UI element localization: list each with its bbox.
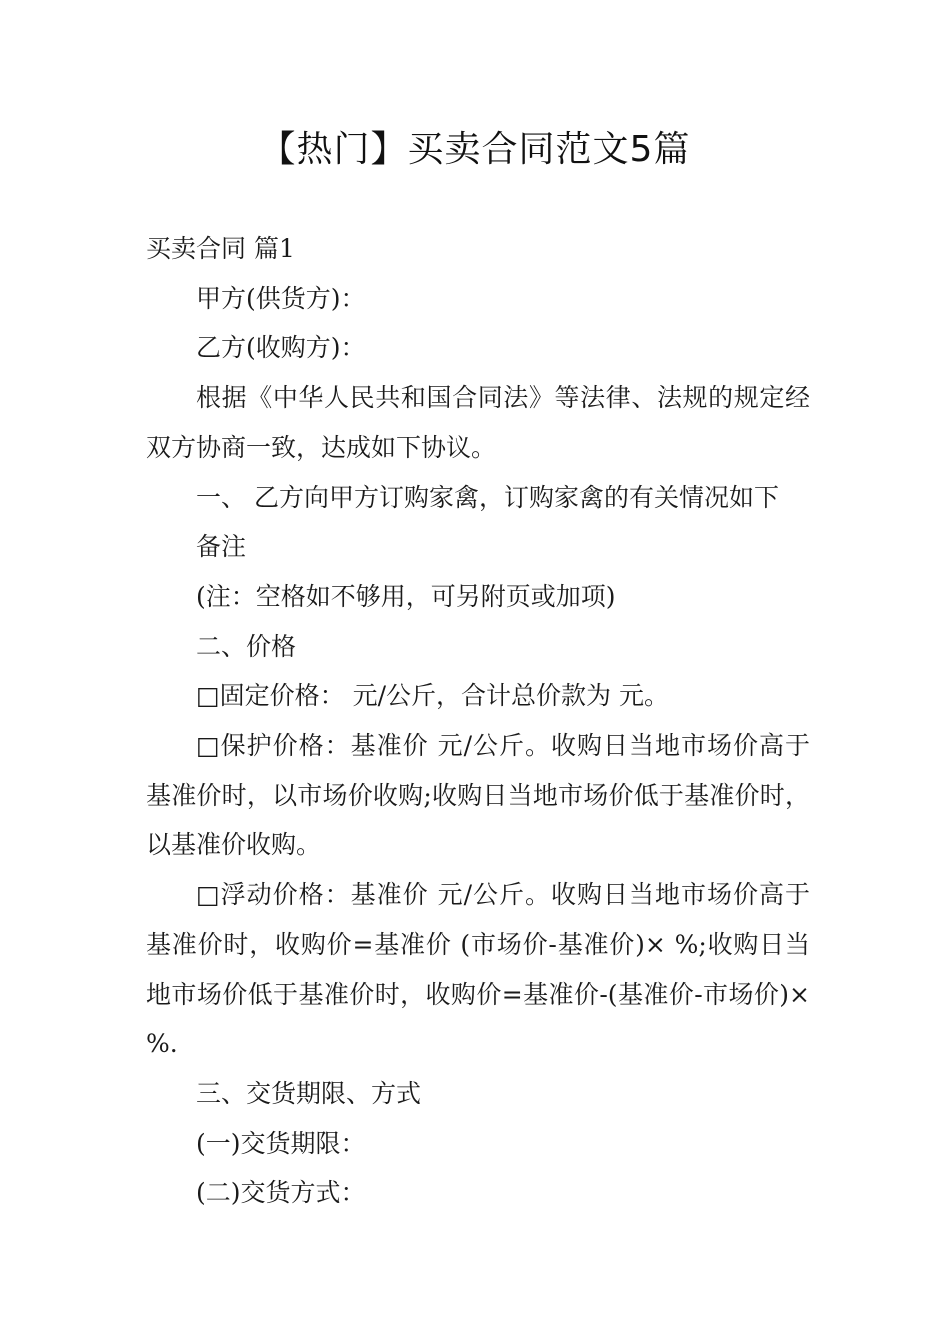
paragraph-protected-price: □保护价格：基准价 元/公斤。收购日当地市场价高于基准价时，以市场价收购;收购日当地市场价低于基准价时，以基准价收购。 bbox=[146, 731, 810, 860]
paragraph-party-a: 甲方(供货方)： bbox=[196, 283, 366, 313]
paragraph-basis: 根据《中华人民共和国合同法》等法律、法规的规定经双方协商一致，达成如下协议。 bbox=[146, 383, 810, 462]
paragraph-remarks: 备注 bbox=[196, 532, 247, 562]
paragraph-clause-1: 一、 乙方向甲方订购家禽，订购家禽的有关情况如下 bbox=[196, 482, 779, 512]
paragraph-clause-2-heading: 二、价格 bbox=[196, 631, 297, 661]
paragraph-party-b: 乙方(收购方)： bbox=[196, 333, 366, 363]
section-heading: 买卖合同 篇1 bbox=[146, 234, 295, 263]
document-title: 【热门】买卖合同范文5篇 bbox=[259, 129, 691, 170]
paragraph-floating-price: □浮动价格：基准价 元/公斤。收购日当地市场价高于基准价时，收购价=基准价 (市场价-基准价)× %;收购日当地市场价低于基准价时，收购价=基准价-(基准价-市场价)× %. bbox=[146, 880, 810, 1059]
paragraph-fixed-price: □固定价格： 元/公斤，合计总价款为 元。 bbox=[196, 681, 669, 711]
document-body bbox=[146, 224, 810, 1218]
paragraph-delivery-method: (二)交货方式： bbox=[196, 1178, 366, 1208]
paragraph-clause-3-heading: 三、交货期限、方式 bbox=[196, 1078, 422, 1108]
paragraph-note: (注：空格如不够用，可另附页或加项) bbox=[196, 581, 616, 611]
paragraph-delivery-term: (一)交货期限： bbox=[196, 1128, 366, 1158]
